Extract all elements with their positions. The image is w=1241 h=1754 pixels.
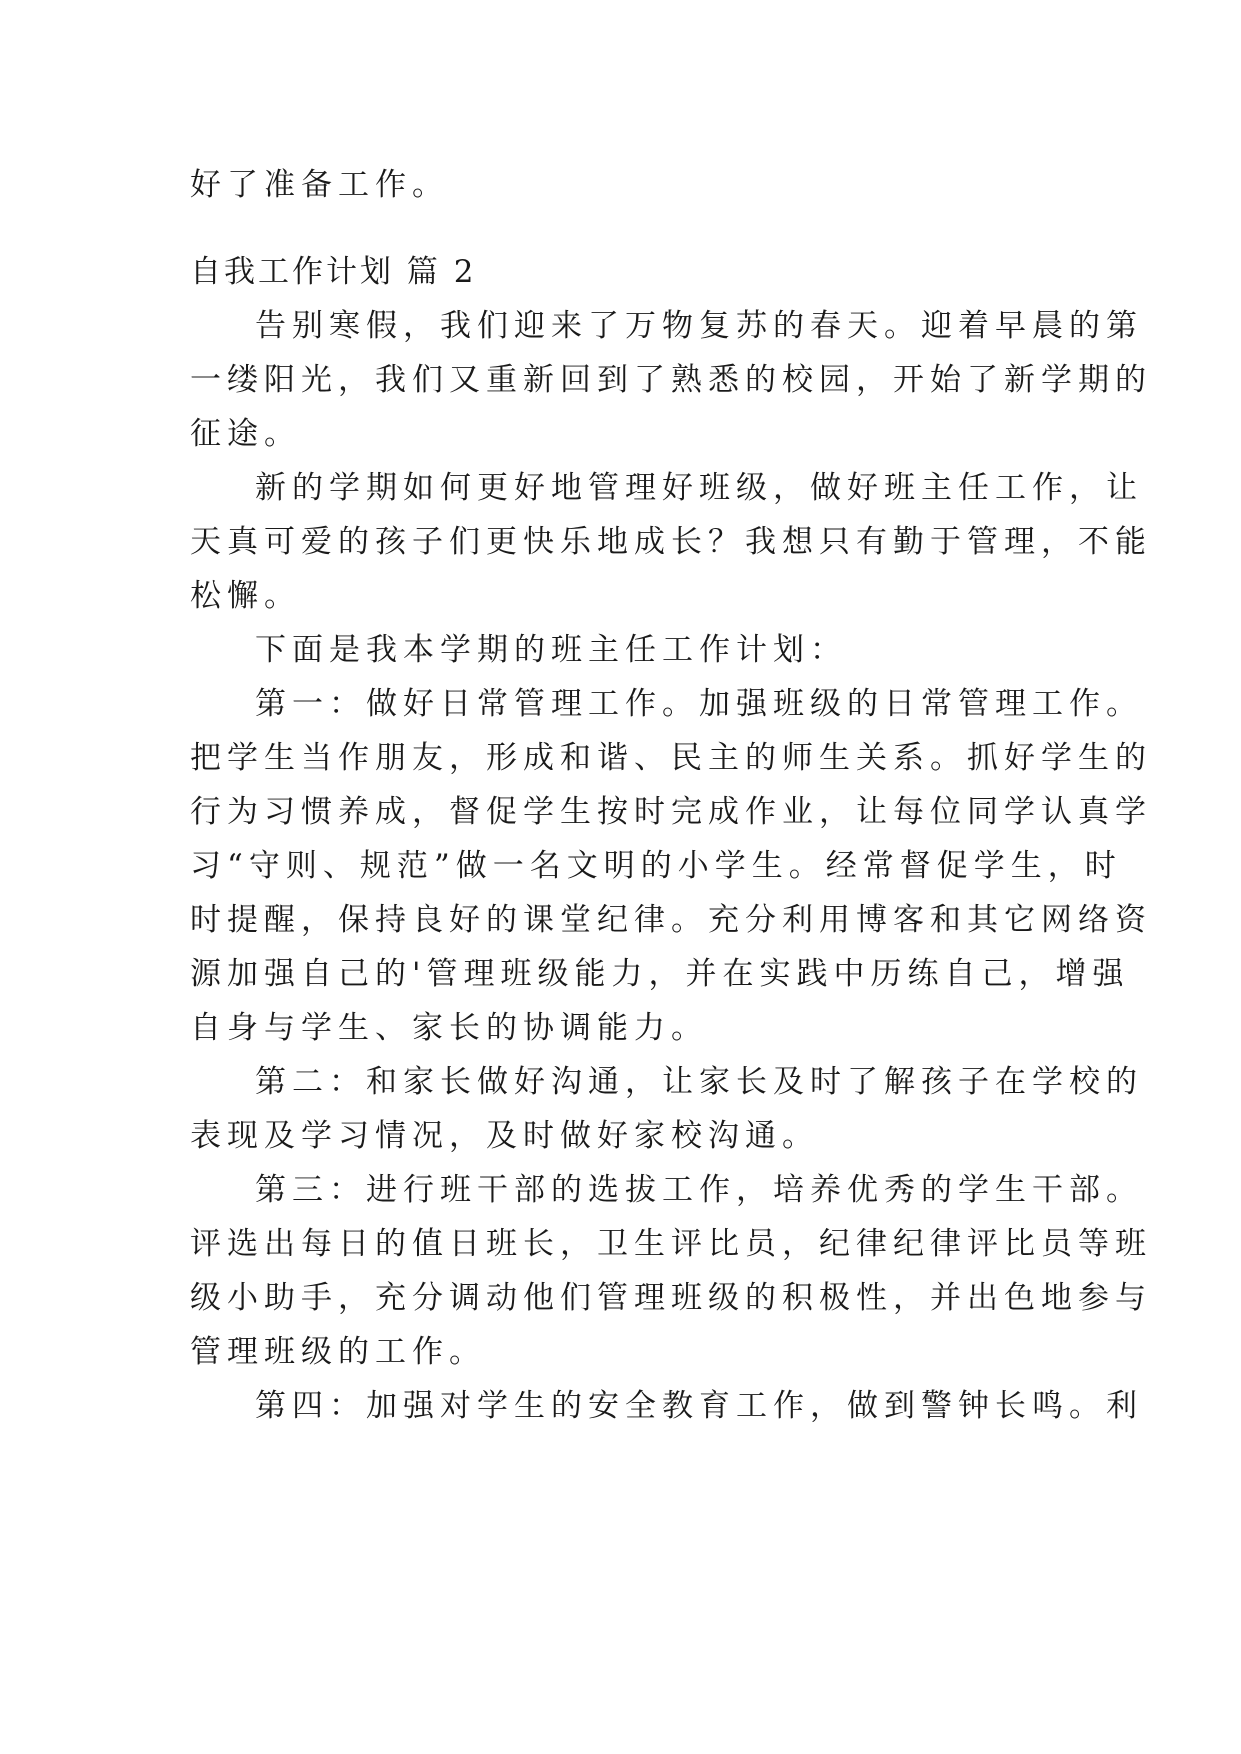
- text-line: 管理班级的工作。: [190, 1334, 486, 1370]
- text-line: 级小助手，充分调动他们管理班级的积极性，并出色地参与: [190, 1280, 1152, 1316]
- text-line: 表现及学习情况，及时做好家校沟通。: [190, 1118, 819, 1154]
- text-line: 评选出每日的值日班长，卫生评比员，纪律纪律评比员等班: [190, 1226, 1152, 1262]
- text-line: 天真可爱的孩子们更快乐地成长？我想只有勤于管理，不能: [190, 524, 1152, 560]
- text-line: 行为习惯养成，督促学生按时完成作业，让每位同学认真学: [190, 794, 1152, 830]
- text-line: 下面是我本学期的班主任工作计划：: [255, 632, 847, 668]
- text-line: 告别寒假，我们迎来了万物复苏的春天。迎着早晨的第: [255, 308, 1143, 344]
- text-line: 源加强自己的'管理班级能力，并在实践中历练自己，增强: [190, 956, 1130, 992]
- section-heading: 自我工作计划 篇 2: [190, 254, 477, 290]
- text-line: 第四：加强对学生的安全教育工作，做到警钟长鸣。利: [255, 1388, 1143, 1424]
- text-line: 征途。: [190, 416, 301, 452]
- text-line: 松懈。: [190, 578, 301, 614]
- text-line: 新的学期如何更好地管理好班级，做好班主任工作，让: [255, 470, 1143, 506]
- text-line: 把学生当作朋友，形成和谐、民主的师生关系。抓好学生的: [190, 740, 1152, 776]
- text-line: 第二：和家长做好沟通，让家长及时了解孩子在学校的: [255, 1064, 1143, 1100]
- text-line: 好了准备工作。: [190, 167, 449, 203]
- text-line: 一缕阳光，我们又重新回到了熟悉的校园，开始了新学期的: [190, 362, 1152, 398]
- text-line: 第一：做好日常管理工作。加强班级的日常管理工作。: [255, 686, 1143, 722]
- text-line: 自身与学生、家长的协调能力。: [190, 1010, 708, 1046]
- text-line: 习“守则、规范”做一名文明的小学生。经常督促学生，时: [190, 848, 1122, 884]
- text-line: 时提醒，保持良好的课堂纪律。充分利用博客和其它网络资: [190, 902, 1152, 938]
- text-line: 第三：进行班干部的选拔工作，培养优秀的学生干部。: [255, 1172, 1143, 1208]
